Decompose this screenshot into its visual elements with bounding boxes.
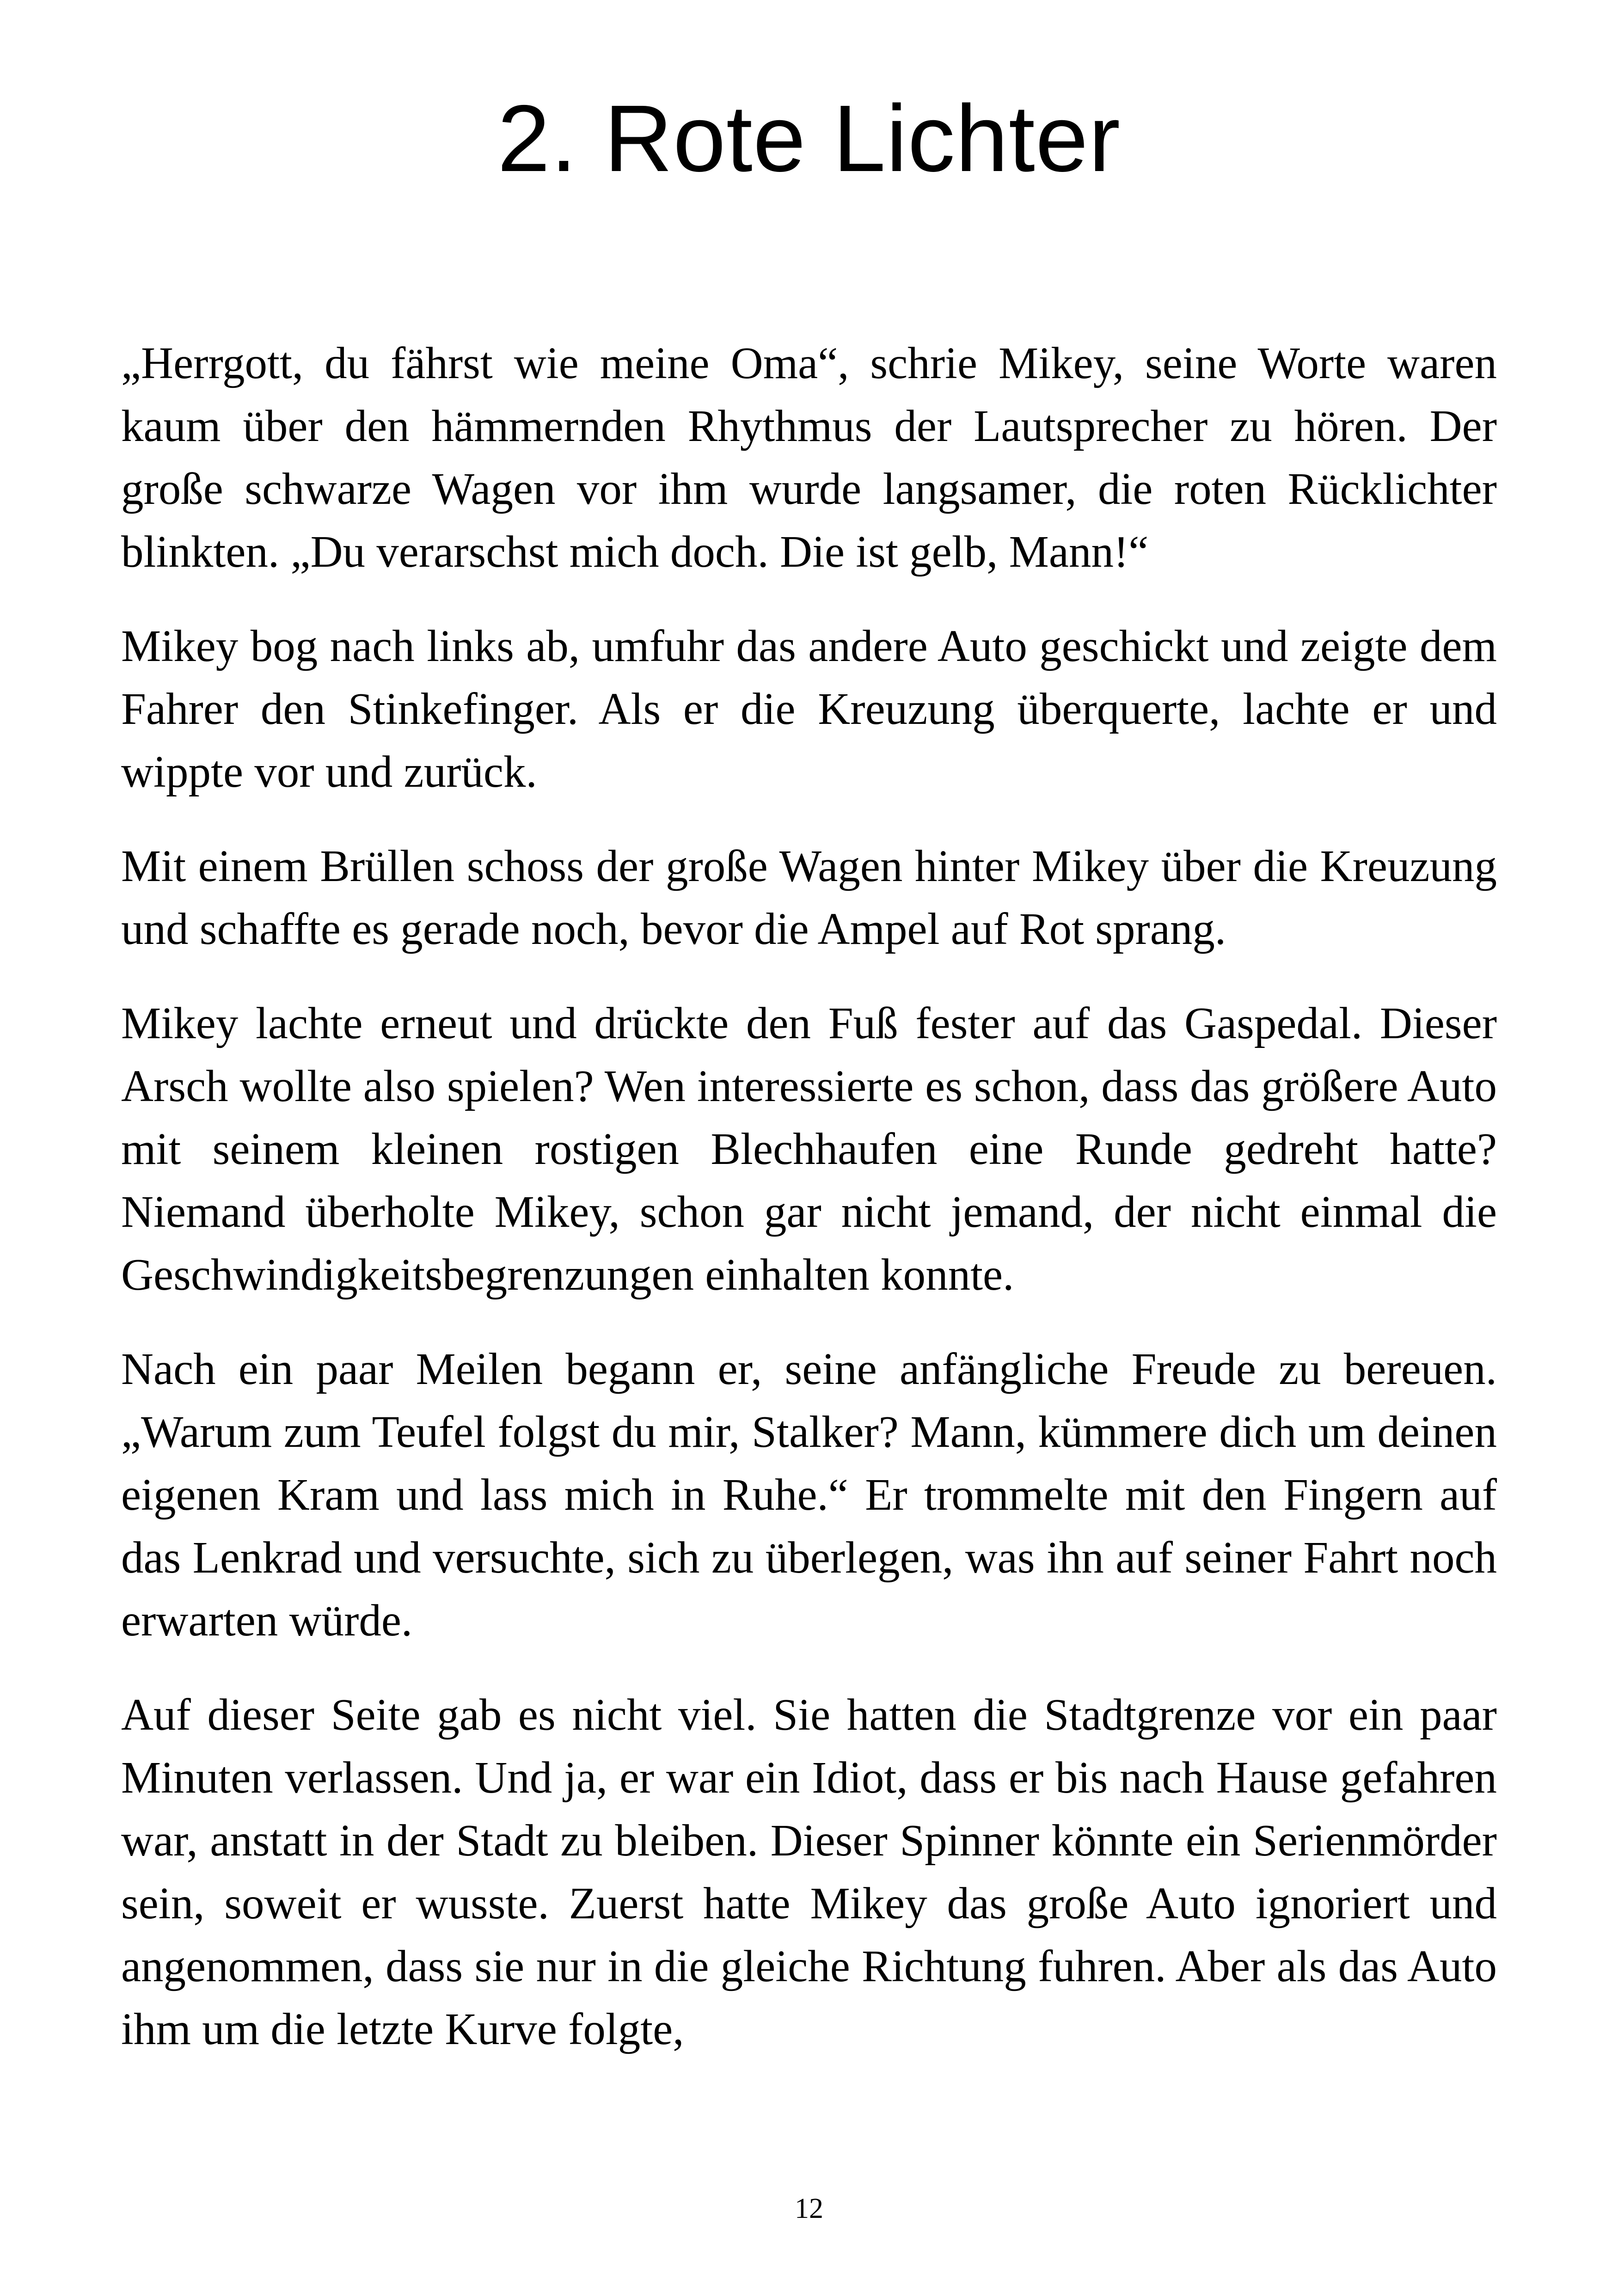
paragraph: Mikey lachte erneut und drückte den Fuß fester auf das Gaspedal. Dieser Arsch wollte also spielen? Wen interessierte es schon, dass das größere Auto mit seinem kleinen rostigen Blechhaufen eine Runde gedreht hatte? Niemand überholte Mikey, schon gar nicht jemand, der nicht einmal die Geschwindigkeitsbegrenzungen einhalten konnte. [121,998,1497,1299]
paragraph: „Herrgott, du fährst wie meine Oma“, schrie Mikey, seine Worte waren kaum über den hämmernden Rhythmus der Lautsprecher zu hören. Der große schwarze Wagen vor ihm wurde langsamer, die roten Rücklichter blinkten. „Du verarschst mich doch. Die ist gelb, Mann!“ [121,338,1497,576]
paragraph: Nach ein paar Meilen begann er, seine anfängliche Freude zu bereuen. „Warum zum Teufel folgst du mir, Stalker? Mann, kümmere dich um deinen eigenen Kram und lass mich in Ruhe.“ Er trommelte mit den Fingern auf das Lenkrad und versuchte, sich zu überlegen, was ihn auf seiner Fahrt noch erwarten würde. [121,1344,1497,1645]
chapter-body [121,332,1497,2061]
paragraph: Mikey bog nach links ab, umfuhr das andere Auto geschickt und zeigte dem Fahrer den Stinkefinger. Als er die Kreuzung überquerte, lachte er und wippte vor und zurück. [121,621,1497,796]
chapter-title: 2. Rote Lichter [497,86,1121,191]
paragraph: Mit einem Brüllen schoss der große Wagen hinter Mikey über die Kreuzung und schaffte es gerade noch, bevor die Ampel auf Rot sprang. [121,841,1497,954]
page-number: 12 [795,2193,823,2224]
paragraph: Auf dieser Seite gab es nicht viel. Sie hatten die Stadtgrenze vor ein paar Minuten verlassen. Und ja, er war ein Idiot, dass er bis nach Hause gefahren war, anstatt in der Stadt zu bleiben. Dieser Spinner könnte ein Serienmörder sein, soweit er wusste. Zuerst hatte Mikey das große Auto ignoriert und angenommen, dass sie nur in die gleiche Richtung fuhren. Aber als das Auto ihm um die letzte Kurve folgte, [121,1690,1497,2054]
